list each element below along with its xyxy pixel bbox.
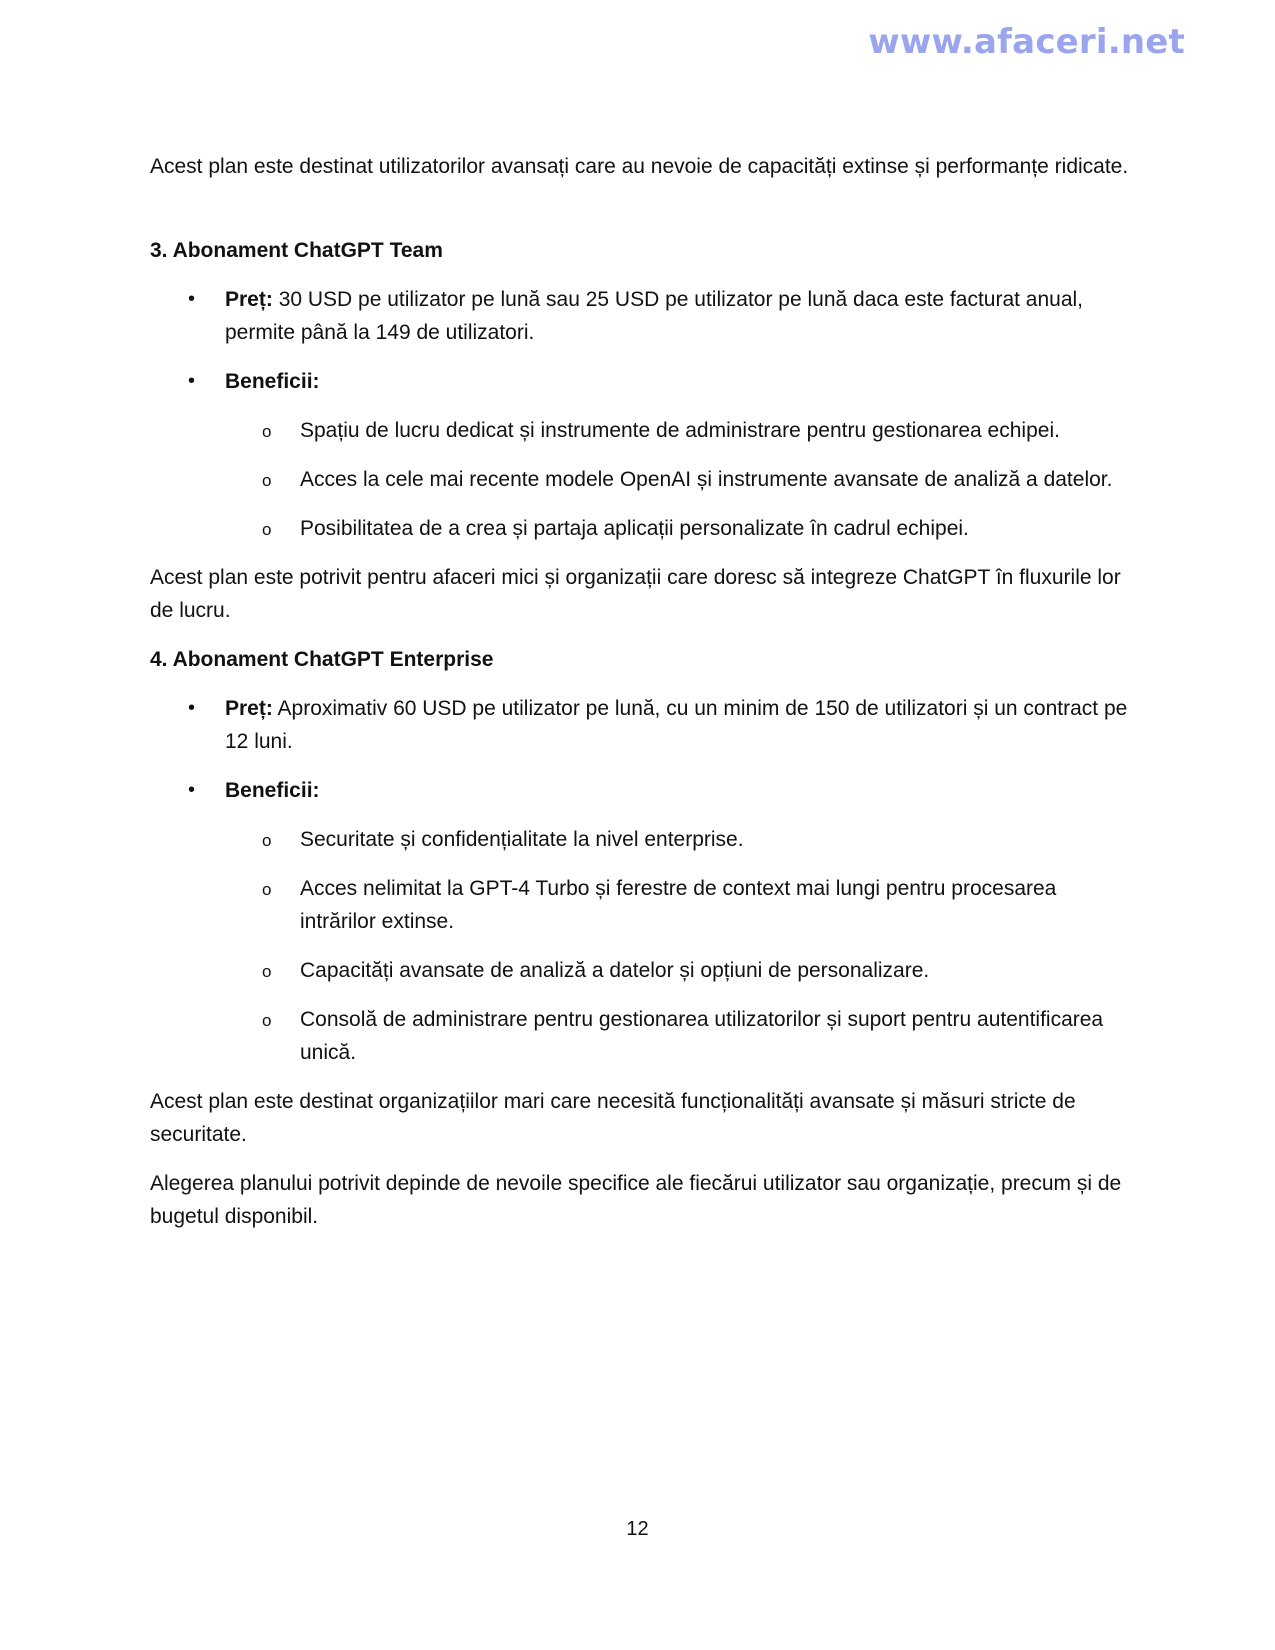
sub-bullet-marker: o <box>262 831 272 850</box>
bullet-marker: • <box>188 697 196 719</box>
bullet-marker: • <box>188 370 196 392</box>
benefit-text: Securitate și confidențialitate la nivel enterprise. <box>300 828 744 851</box>
bullet-marker: • <box>188 779 196 801</box>
sub-bullet-marker: o <box>262 962 272 981</box>
benefits-list <box>225 823 1130 1069</box>
section-heading: 4. Abonament ChatGPT Enterprise <box>150 648 494 671</box>
list-item <box>225 512 1130 545</box>
benefits-list <box>225 414 1130 545</box>
price-label: Preț: <box>225 697 273 720</box>
benefit-text: Posibilitatea de a crea și partaja aplicații personalizate în cadrul echipei. <box>300 517 969 540</box>
section-closing-paragraph: Acest plan este potrivit pentru afaceri mici și organizații care doresc să integreze ChatGPT în fluxurile lor de lucru. <box>150 566 1121 622</box>
bullet-list <box>150 692 1130 1069</box>
sub-bullet-marker: o <box>262 880 272 899</box>
list-item <box>225 414 1130 447</box>
price-bullet <box>150 692 1130 758</box>
price-text: Aproximativ 60 USD pe utilizator pe lună, cu un minim de 150 de utilizatori și un contract pe 12 luni. <box>225 697 1128 753</box>
benefits-bullet <box>150 365 1130 545</box>
price-bullet <box>150 283 1130 349</box>
section-closing-paragraph: Acest plan este destinat organizațiilor mari care necesită funcționalități avansate și măsuri stricte de securitate. <box>150 1090 1076 1146</box>
benefits-label: Beneficii: <box>225 779 320 802</box>
benefit-text: Acces la cele mai recente modele OpenAI și instrumente avansate de analiză a datelor. <box>300 468 1113 491</box>
list-item <box>225 1003 1130 1069</box>
list-item <box>225 463 1130 496</box>
sub-bullet-marker: o <box>262 422 272 441</box>
price-text: 30 USD pe utilizator pe lună sau 25 USD pe utilizator pe lună daca este facturat anual, permite până la 149 de utilizatori. <box>225 288 1084 344</box>
section-enterprise <box>150 643 1130 1151</box>
price-label: Preț: <box>225 288 273 311</box>
intro-paragraph: Acest plan este destinat utilizatorilor avansați care au nevoie de capacități extinse și performanțe ridicate. <box>150 155 1129 178</box>
bullet-list <box>150 283 1130 545</box>
bullet-marker: • <box>188 288 196 310</box>
list-item <box>225 954 1130 987</box>
benefit-text: Consolă de administrare pentru gestionarea utilizatorilor și suport pentru autentificarea unică. <box>300 1008 1104 1064</box>
final-paragraph: Alegerea planului potrivit depinde de nevoile specifice ale fiecărui utilizator sau organizație, precum și de bugetul disponibil. <box>150 1172 1122 1228</box>
sub-bullet-marker: o <box>262 520 272 539</box>
benefits-label: Beneficii: <box>225 370 320 393</box>
list-item <box>225 823 1130 856</box>
section-team <box>150 234 1130 627</box>
sub-bullet-marker: o <box>262 471 272 490</box>
page-number: 12 <box>626 1518 649 1540</box>
sub-bullet-marker: o <box>262 1011 272 1030</box>
document-body <box>150 150 1130 1249</box>
list-item <box>225 872 1130 938</box>
watermark-logo: www.afaceri.net <box>868 22 1185 62</box>
section-heading: 3. Abonament ChatGPT Team <box>150 239 443 262</box>
benefit-text: Spațiu de lucru dedicat și instrumente de administrare pentru gestionarea echipei. <box>300 419 1060 442</box>
benefits-bullet <box>150 774 1130 1069</box>
benefit-text: Acces nelimitat la GPT-4 Turbo și ferestre de context mai lungi pentru procesarea intrărilor extinse. <box>300 877 1057 933</box>
benefit-text: Capacități avansate de analiză a datelor și opțiuni de personalizare. <box>300 959 930 982</box>
